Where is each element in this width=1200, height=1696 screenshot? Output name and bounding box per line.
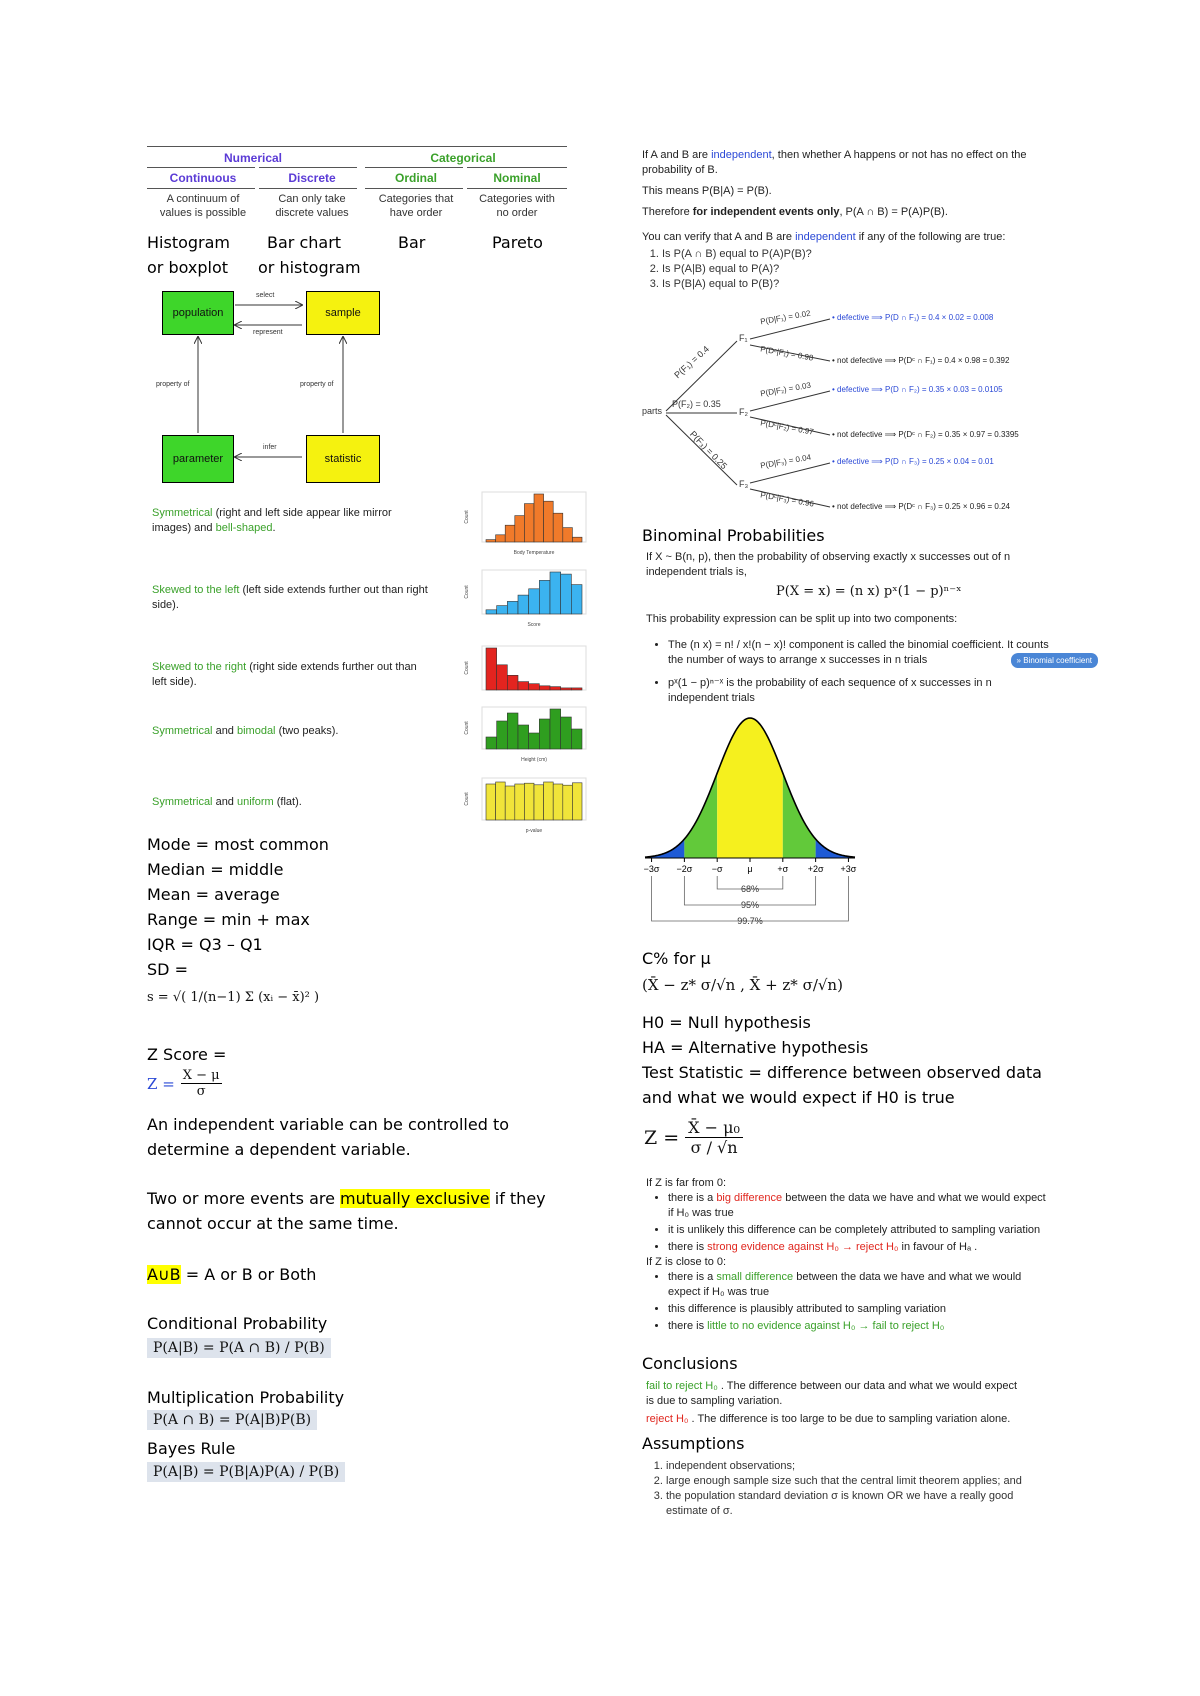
hist-bar [529, 589, 540, 614]
nominal-header: Nominal [493, 171, 541, 185]
tree-F3: F₃ [739, 479, 749, 489]
hist-bar [505, 786, 515, 820]
numerical-header: Numerical [223, 151, 283, 165]
pct95-label: 95% [740, 900, 760, 910]
discrete-desc: Can only take discrete values [275, 193, 349, 219]
bayes-title: Bayes Rule [147, 1439, 236, 1458]
hist-bar [539, 719, 550, 749]
hist-bar [539, 580, 550, 614]
hist-bar [550, 709, 561, 749]
tree-cond-4: P(Dᶜ|F₂) = 0.97 [759, 418, 815, 437]
zscore-label: Z Score = [147, 1045, 227, 1064]
z-far-section: If Z is far from 0: • there is a big difference between the data we have and what we would expect if H₀ was true • it is unlikely this difference can be completely attributed to sampling variation • there is strong evidence against H₀ → reject H₀ in favour of Hₐ . If Z is close to 0: • there is a small difference between the data we have and what we would expect if H₀ was true • this difference is plausibly attributed to sampling variation • there is little to no evidence against H₀ → fail to reject H₀ [646, 1176, 1096, 1334]
hist-bar [529, 733, 540, 749]
independence-section: If A and B are independent, then whether A happens or not has no effect on the probability of B. This means P(B|A) = P(B). Therefore for independent events only, P(A ∩ B) = P(A)P(B). You can verify that A and B are independent if any of the following are true: 1. Is P(A ∩ B) equal to P(A)P(B)? 2. Is P(A|B) equal to P(A)? 3. Is P(B|A) equal to P(B)? [642, 148, 1072, 292]
hist-bar [518, 595, 529, 614]
sd-note: SD = [147, 960, 188, 979]
curve-tick-label: μ [747, 864, 753, 874]
population-box: population [162, 291, 234, 335]
sd-formula: s = √( 1/(n−1) Σ (xᵢ − x̄)² ) [147, 990, 320, 1005]
hw-nominal: Pareto [492, 233, 543, 252]
normal-curve [640, 708, 860, 938]
conditional-formula: P(A|B) = P(A ∩ B) / P(B) [147, 1338, 331, 1358]
hist-bar [486, 737, 497, 749]
mean-note: Mean = average [147, 885, 280, 904]
hist-bar [486, 784, 496, 820]
property-left-label: property of [156, 381, 190, 388]
select-label: select [256, 292, 275, 299]
hist-bar [524, 783, 534, 820]
histogram-uniform [462, 774, 592, 834]
test-statistic-formula: Z = $\frac{\text{X̄ − μ₀}}{\sigma / √n}$ [644, 1118, 743, 1157]
curve-tick-label: −3σ [643, 864, 660, 874]
hist-bar [544, 782, 554, 820]
tree-F1: F₁ [739, 333, 748, 343]
hist-bar [563, 528, 573, 542]
histogram-bell [462, 488, 592, 556]
hist-bar [544, 501, 554, 542]
hist-bar [571, 688, 582, 690]
tree-lines [642, 305, 1072, 520]
tree-pF3: P(F₃) = 0.25 [687, 428, 730, 472]
hist-bar [497, 665, 508, 690]
hist-bar [550, 572, 561, 614]
tree-outcome-1: • defective ⟹ P(D ∩ F₁) = 0.4 × 0.02 = 0.008 [832, 313, 994, 322]
hist-bar [496, 782, 506, 820]
union-note: A∪B = A or B or Both [147, 1265, 317, 1284]
tree-cond-6: P(Dᶜ|F₃) = 0.96 [759, 490, 815, 509]
hist-bar [571, 729, 582, 749]
hist-bar [496, 535, 506, 542]
tree-F2: F₂ [739, 407, 748, 417]
hist-ylabel: Count [464, 585, 470, 599]
hist-bar [563, 785, 573, 820]
hist-xlabel: Height (cm) [521, 757, 547, 763]
hw-discrete: Bar chart or histogram [258, 233, 361, 277]
conclusions-title: Conclusions [642, 1354, 738, 1373]
continuous-desc: A continuum of values is possible [159, 193, 247, 219]
hist-bar [518, 725, 529, 749]
hist-ylabel: Count [464, 661, 470, 675]
conclusions-text: fail to reject H₀ . The difference between our data and what we would expect is due to sampling variation. reject H₀ . The difference is too large to be due to sampling variation alone. [646, 1380, 1018, 1425]
hist-bar [572, 783, 582, 820]
assumption-3: 3. the population standard deviation σ is known OR we have a really good estimate of σ. [666, 1489, 1116, 1519]
hist-bar [507, 601, 518, 614]
binomial-title: Binominal Probabilities [642, 526, 825, 545]
shape-desc-1: Symmetrical (right and left side appear like mirror images) and bell-shaped. [152, 507, 392, 534]
binomial-bullet-2: • pˣ(1 − p)ⁿ⁻ˣ is the probability of each sequence of x successes in n independent trials [668, 676, 1098, 706]
tail-right-area [816, 839, 855, 858]
hist-xlabel: Score [527, 622, 541, 628]
hist-bar [561, 574, 572, 614]
tree-outcome-6: • not defective ⟹ P(Dᶜ ∩ F₃) = 0.25 × 0.96 = 0.24 [832, 502, 1011, 511]
binomial-bullet-1: • The (n x) = n! / x!(n − x)! component is called the binomial coefficient. It counts the number of ways to arrange x successes in n trials » Binomial coefficient [668, 638, 1098, 668]
hist-xlabel: p-value [525, 828, 543, 834]
binomial-bullets [646, 638, 1098, 706]
parameter-box: parameter [162, 435, 234, 483]
center-area [717, 718, 783, 858]
hist-bar [561, 717, 572, 749]
range-note: Range = min + max [147, 910, 310, 929]
hist-bar [561, 688, 572, 690]
hw-continuous: Histogram or boxplot [147, 233, 230, 277]
hist-bar [497, 721, 508, 749]
multiplication-title: Multiplication Probability [147, 1388, 345, 1407]
test-stat-note-1: Test Statistic = difference between observed data [642, 1063, 1042, 1082]
binomial-split: This probability expression can be split up into two components: [646, 613, 958, 625]
tree-cond-1: P(D|F₁) = 0.02 [759, 308, 812, 327]
sample-box: sample [306, 291, 380, 335]
data-type-table [147, 146, 567, 220]
hist-bar [507, 713, 518, 749]
assumption-1: 1. independent observations; [666, 1459, 1116, 1474]
independent-var-note: An independent variable can be controlled to determine a dependent variable. [147, 1115, 509, 1159]
probability-tree [642, 305, 1072, 520]
curve-tick-label: +2σ [807, 864, 824, 874]
curve-tick-label: +σ [777, 864, 789, 874]
hist-bar [553, 513, 563, 542]
zscore-formula: Z = $\frac{X - \mu}{\sigma}$ [147, 1068, 220, 1099]
inference-diagram [156, 285, 390, 485]
hist-bar [539, 686, 550, 690]
pct997-bracket [652, 876, 849, 921]
test-stat-note-2: and what we would expect if H0 is true [642, 1088, 955, 1107]
ha-note: HA = Alternative hypothesis [642, 1038, 869, 1057]
hw-ordinal: Bar [398, 233, 426, 252]
hist-ylabel: Count [464, 721, 470, 735]
hist-bar [507, 675, 518, 690]
tree-pF1: P(F₁) = 0.4 [672, 343, 712, 381]
hist-bar [571, 585, 582, 614]
hist-bar [550, 687, 561, 690]
shape-desc-3: Skewed to the right (right side extends further out than left side). [152, 661, 417, 688]
tree-cond-3: P(D|F₂) = 0.03 [759, 380, 812, 399]
hist-bar [534, 494, 544, 542]
check-3: 3. Is P(B|A) equal to P(B)? [662, 277, 1072, 292]
hist-bar [524, 504, 534, 542]
curve-tick-label: +3σ [840, 864, 857, 874]
bayes-formula: P(A|B) = P(B|A)P(A) / P(B) [147, 1462, 345, 1482]
histogram-left-skew [462, 566, 592, 628]
hist-ylabel: Count [464, 510, 470, 524]
histogram-right-skew [462, 642, 592, 698]
infer-label: infer [263, 444, 277, 451]
curve-tick-label: −2σ [676, 864, 693, 874]
tree-outcome-3: • defective ⟹ P(D ∩ F₂) = 0.35 × 0.03 = 0.0105 [832, 385, 1003, 394]
categorical-header: Categorical [430, 151, 496, 165]
check-2: 2. Is P(A|B) equal to P(A)? [662, 262, 1072, 277]
ci-title: C% for μ [642, 949, 711, 968]
nominal-desc: Categories with no order [479, 193, 555, 219]
hist-bar [497, 606, 508, 614]
histogram-bimodal [462, 703, 592, 763]
hist-bar [486, 540, 496, 542]
assumptions-list [646, 1459, 1116, 1519]
hist-bar [486, 648, 497, 690]
iqr-note: IQR = Q3 – Q1 [147, 935, 263, 954]
mutually-exclusive-note: Two or more events are mutually exclusive if they cannot occur at the same time. [147, 1189, 546, 1233]
tree-outcome-5: • defective ⟹ P(D ∩ F₃) = 0.25 × 0.04 = 0.01 [832, 457, 994, 466]
hist-bar [534, 785, 544, 820]
ci-formula: (X̄ − z* σ/√n , X̄ + z* σ/√n) [642, 976, 843, 994]
h0-note: H0 = Null hypothesis [642, 1013, 811, 1032]
pct68-label: 68% [740, 884, 760, 894]
binomial-formula: P(X = x) = (n x) pˣ(1 − p)ⁿ⁻ˣ [776, 584, 962, 599]
hist-bar [572, 537, 582, 542]
multiplication-formula: P(A ∩ B) = P(A|B)P(B) [147, 1410, 317, 1430]
represent-label: represent [253, 329, 283, 336]
hist-bar [553, 784, 563, 820]
curve-tick-label: −σ [711, 864, 723, 874]
hist-bar [515, 516, 525, 542]
continuous-header: Continuous [169, 171, 237, 185]
tree-outcome-2: • not defective ⟹ P(Dᶜ ∩ F₁) = 0.4 × 0.98 = 0.392 [832, 356, 1010, 365]
assumption-2: 2. large enough sample size such that the central limit theorem applies; and [666, 1474, 1116, 1489]
hypothesis-notes [642, 1010, 1042, 1110]
tail-left-area [645, 839, 684, 858]
stats-notes [147, 832, 329, 982]
hist-bar [515, 784, 525, 820]
median-note: Median = middle [147, 860, 284, 879]
mode-note: Mode = most common [147, 835, 329, 854]
shape-desc-2: Skewed to the left (left side extends further out than right side). [152, 584, 428, 611]
pct997-label: 99.7% [737, 916, 763, 926]
check-1: 1. Is P(A ∩ B) equal to P(A)P(B)? [662, 247, 1072, 262]
hist-bar [505, 525, 515, 542]
tree-parts: parts [642, 406, 663, 416]
discrete-header: Discrete [288, 171, 336, 185]
hist-bar [529, 684, 540, 690]
ordinal-header: Ordinal [394, 171, 437, 185]
statistic-box: statistic [306, 435, 380, 483]
conditional-title: Conditional Probability [147, 1314, 328, 1333]
property-right-label: property of [300, 381, 334, 388]
hist-bar [518, 682, 529, 690]
assumptions-title: Assumptions [642, 1434, 745, 1453]
shape-desc-5: Symmetrical and uniform (flat). [152, 796, 302, 808]
hist-bar [486, 610, 497, 614]
hist-ylabel: Count [464, 792, 470, 806]
binomial-intro: If X ~ B(n, p), then the probability of observing exactly x successes out of n independent trials is, [646, 551, 1011, 578]
tree-outcome-4: • not defective ⟹ P(Dᶜ ∩ F₂) = 0.35 × 0.97 = 0.3395 [832, 430, 1019, 439]
shape-desc-4: Symmetrical and bimodal (two peaks). [152, 725, 339, 737]
hist-xlabel: Body Temperature [513, 550, 555, 556]
binomial-badge[interactable]: » Binomial coefficient [1011, 653, 1098, 668]
tree-cond-2: P(Dᶜ|F₁) = 0.98 [759, 344, 814, 363]
tree-pF2: P(F₂) = 0.35 [672, 399, 721, 409]
ordinal-desc: Categories that have order [378, 193, 454, 219]
tree-cond-5: P(D|F₃) = 0.04 [759, 452, 812, 471]
